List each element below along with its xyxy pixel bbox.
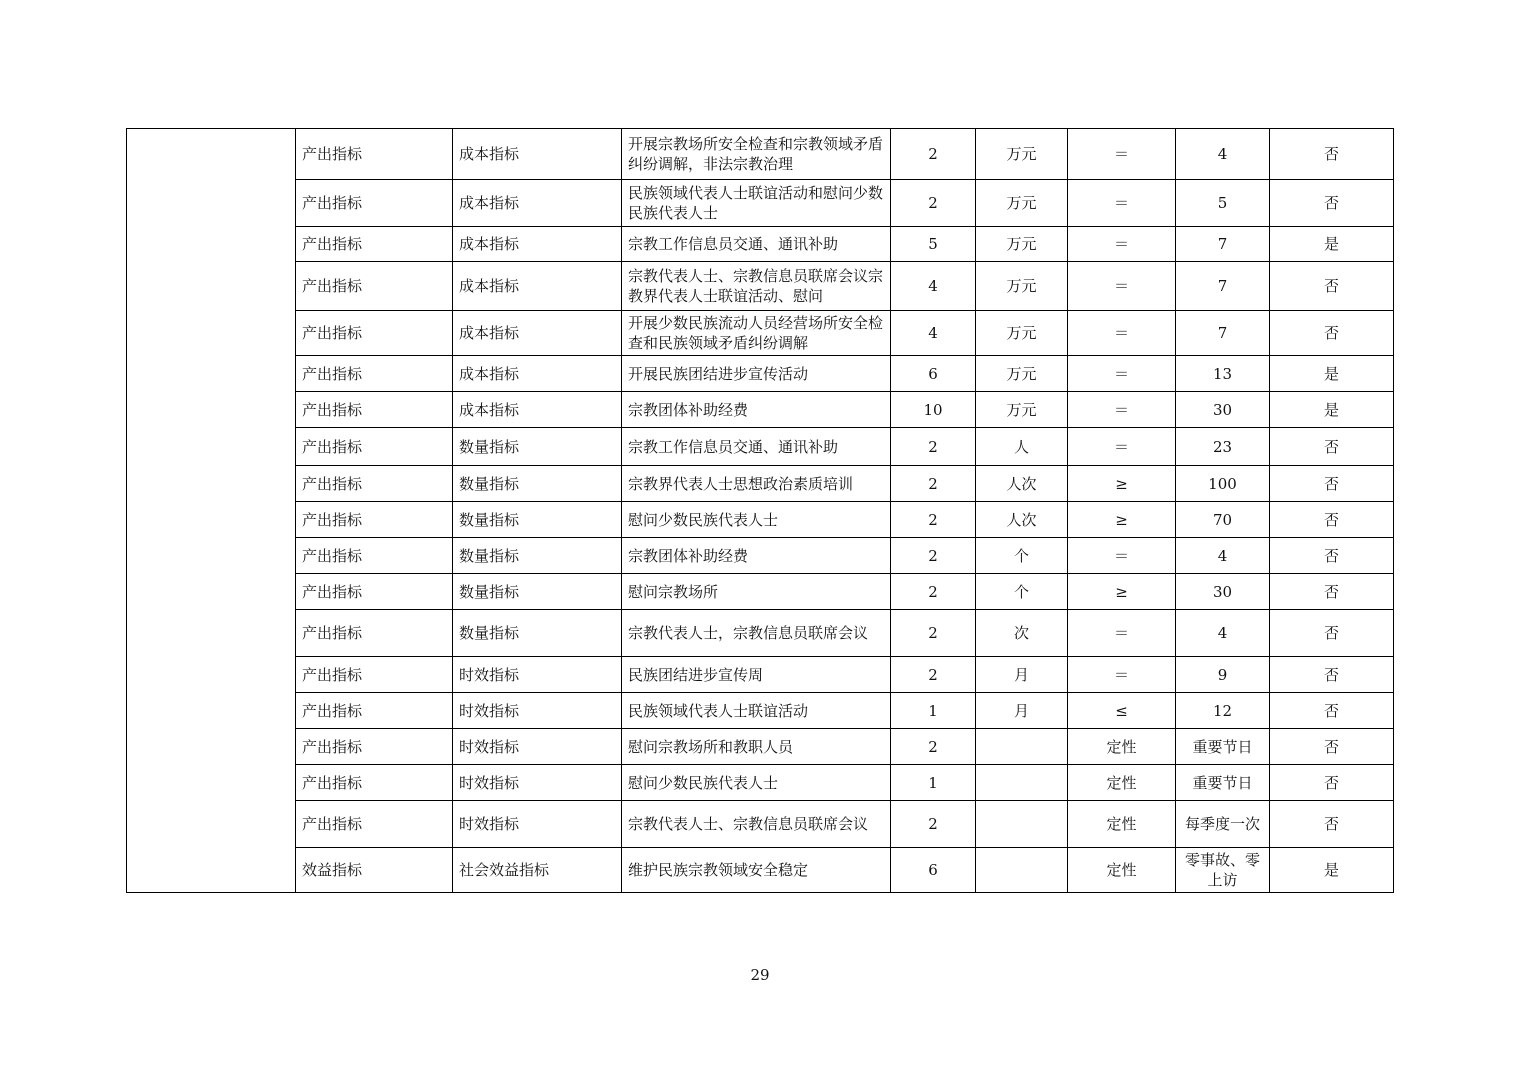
target-value-cell: 重要节日 xyxy=(1176,765,1270,801)
weight-cell: 6 xyxy=(891,356,976,392)
operator-cell: ＝ xyxy=(1068,356,1176,392)
table-row xyxy=(127,801,1394,848)
weight-cell: 2 xyxy=(891,657,976,693)
key-indicator-cell: 否 xyxy=(1270,538,1394,574)
weight-cell: 5 xyxy=(891,227,976,262)
table-row xyxy=(127,466,1394,502)
secondary-indicator-cell: 数量指标 xyxy=(453,538,622,574)
primary-indicator-cell: 产出指标 xyxy=(296,227,453,262)
weight-cell: 2 xyxy=(891,729,976,765)
weight-cell: 1 xyxy=(891,693,976,729)
table-row xyxy=(127,610,1394,657)
target-value-cell: 4 xyxy=(1176,610,1270,657)
indicator-name-cell: 宗教界代表人士思想政治素质培训 xyxy=(622,466,891,502)
primary-indicator-cell: 产出指标 xyxy=(296,129,453,180)
weight-cell: 2 xyxy=(891,610,976,657)
unit-cell: 万元 xyxy=(976,227,1068,262)
primary-indicator-cell: 产出指标 xyxy=(296,574,453,610)
unit-cell: 个 xyxy=(976,538,1068,574)
unit-cell: 月 xyxy=(976,693,1068,729)
primary-indicator-cell: 产出指标 xyxy=(296,262,453,311)
indicator-name-cell: 维护民族宗教领域安全稳定 xyxy=(622,848,891,893)
target-value-cell: 5 xyxy=(1176,180,1270,227)
weight-cell: 2 xyxy=(891,129,976,180)
primary-indicator-cell: 产出指标 xyxy=(296,693,453,729)
secondary-indicator-cell: 成本指标 xyxy=(453,311,622,356)
indicator-name-cell: 宗教工作信息员交通、通讯补助 xyxy=(622,428,891,466)
indicator-name-cell: 慰问少数民族代表人士 xyxy=(622,765,891,801)
secondary-indicator-cell: 成本指标 xyxy=(453,180,622,227)
primary-indicator-cell: 产出指标 xyxy=(296,610,453,657)
primary-indicator-cell: 产出指标 xyxy=(296,392,453,428)
unit-cell: 个 xyxy=(976,574,1068,610)
table-row xyxy=(127,129,1394,180)
target-value-cell: 23 xyxy=(1176,428,1270,466)
weight-cell: 2 xyxy=(891,574,976,610)
primary-indicator-cell: 产出指标 xyxy=(296,502,453,538)
unit-cell xyxy=(976,729,1068,765)
key-indicator-cell: 否 xyxy=(1270,311,1394,356)
target-value-cell: 9 xyxy=(1176,657,1270,693)
weight-cell: 2 xyxy=(891,502,976,538)
primary-indicator-cell: 产出指标 xyxy=(296,428,453,466)
primary-indicator-cell: 产出指标 xyxy=(296,657,453,693)
secondary-indicator-cell: 数量指标 xyxy=(453,466,622,502)
secondary-indicator-cell: 数量指标 xyxy=(453,502,622,538)
target-value-cell: 7 xyxy=(1176,311,1270,356)
table-row xyxy=(127,502,1394,538)
weight-cell: 2 xyxy=(891,801,976,848)
table-row xyxy=(127,729,1394,765)
primary-indicator-cell: 产出指标 xyxy=(296,311,453,356)
unit-cell: 万元 xyxy=(976,180,1068,227)
secondary-indicator-cell: 成本指标 xyxy=(453,356,622,392)
secondary-indicator-cell: 时效指标 xyxy=(453,729,622,765)
key-indicator-cell: 否 xyxy=(1270,180,1394,227)
table-row xyxy=(127,574,1394,610)
secondary-indicator-cell: 数量指标 xyxy=(453,610,622,657)
unit-cell: 万元 xyxy=(976,262,1068,311)
operator-cell: ＝ xyxy=(1068,311,1176,356)
table-row xyxy=(127,180,1394,227)
operator-cell: ＝ xyxy=(1068,392,1176,428)
secondary-indicator-cell: 成本指标 xyxy=(453,129,622,180)
secondary-indicator-cell: 数量指标 xyxy=(453,428,622,466)
table-row xyxy=(127,538,1394,574)
unit-cell: 万元 xyxy=(976,129,1068,180)
target-value-cell: 30 xyxy=(1176,574,1270,610)
target-value-cell: 每季度一次 xyxy=(1176,801,1270,848)
unit-cell: 人次 xyxy=(976,466,1068,502)
table-row xyxy=(127,848,1394,893)
indicator-name-cell: 开展宗教场所安全检查和宗教领域矛盾纠纷调解，非法宗教治理 xyxy=(622,129,891,180)
indicator-name-cell: 民族领域代表人士联谊活动 xyxy=(622,693,891,729)
secondary-indicator-cell: 时效指标 xyxy=(453,801,622,848)
operator-cell: 定性 xyxy=(1068,765,1176,801)
target-value-cell: 30 xyxy=(1176,392,1270,428)
key-indicator-cell: 是 xyxy=(1270,356,1394,392)
table-body xyxy=(127,129,1394,893)
indicator-name-cell: 宗教代表人士，宗教信息员联席会议 xyxy=(622,610,891,657)
key-indicator-cell: 否 xyxy=(1270,610,1394,657)
key-indicator-cell: 否 xyxy=(1270,262,1394,311)
indicator-name-cell: 宗教团体补助经费 xyxy=(622,392,891,428)
operator-cell: ＝ xyxy=(1068,180,1176,227)
secondary-indicator-cell: 时效指标 xyxy=(453,693,622,729)
operator-cell: ＝ xyxy=(1068,610,1176,657)
weight-cell: 2 xyxy=(891,428,976,466)
indicator-name-cell: 宗教团体补助经费 xyxy=(622,538,891,574)
unit-cell xyxy=(976,848,1068,893)
key-indicator-cell: 否 xyxy=(1270,765,1394,801)
indicator-name-cell: 民族领域代表人士联谊活动和慰问少数民族代表人士 xyxy=(622,180,891,227)
operator-cell: ≥ xyxy=(1068,574,1176,610)
indicator-name-cell: 宗教代表人士、宗教信息员联席会议宗教界代表人士联谊活动、慰问 xyxy=(622,262,891,311)
unit-cell: 万元 xyxy=(976,356,1068,392)
table-row xyxy=(127,262,1394,311)
secondary-indicator-cell: 时效指标 xyxy=(453,765,622,801)
target-value-cell: 7 xyxy=(1176,227,1270,262)
key-indicator-cell: 否 xyxy=(1270,428,1394,466)
weight-cell: 6 xyxy=(891,848,976,893)
page-number: 29 xyxy=(750,966,770,984)
target-value-cell: 零事故、零上访 xyxy=(1176,848,1270,893)
primary-indicator-cell: 产出指标 xyxy=(296,356,453,392)
project-cell xyxy=(127,129,296,893)
key-indicator-cell: 否 xyxy=(1270,693,1394,729)
operator-cell: ＝ xyxy=(1068,129,1176,180)
secondary-indicator-cell: 社会效益指标 xyxy=(453,848,622,893)
key-indicator-cell: 否 xyxy=(1270,574,1394,610)
secondary-indicator-cell: 成本指标 xyxy=(453,262,622,311)
key-indicator-cell: 是 xyxy=(1270,227,1394,262)
primary-indicator-cell: 产出指标 xyxy=(296,801,453,848)
indicator-name-cell: 宗教代表人士、宗教信息员联席会议 xyxy=(622,801,891,848)
unit-cell: 人次 xyxy=(976,502,1068,538)
target-value-cell: 100 xyxy=(1176,466,1270,502)
weight-cell: 2 xyxy=(891,180,976,227)
target-value-cell: 重要节日 xyxy=(1176,729,1270,765)
primary-indicator-cell: 产出指标 xyxy=(296,180,453,227)
weight-cell: 1 xyxy=(891,765,976,801)
secondary-indicator-cell: 成本指标 xyxy=(453,227,622,262)
table-row xyxy=(127,765,1394,801)
unit-cell xyxy=(976,765,1068,801)
weight-cell: 10 xyxy=(891,392,976,428)
unit-cell: 万元 xyxy=(976,311,1068,356)
indicator-name-cell: 慰问宗教场所 xyxy=(622,574,891,610)
key-indicator-cell: 否 xyxy=(1270,657,1394,693)
secondary-indicator-cell: 数量指标 xyxy=(453,574,622,610)
operator-cell: ≥ xyxy=(1068,502,1176,538)
primary-indicator-cell: 产出指标 xyxy=(296,466,453,502)
target-value-cell: 4 xyxy=(1176,538,1270,574)
indicator-name-cell: 开展少数民族流动人员经营场所安全检查和民族领域矛盾纠纷调解 xyxy=(622,311,891,356)
indicator-name-cell: 慰问宗教场所和教职人员 xyxy=(622,729,891,765)
weight-cell: 4 xyxy=(891,311,976,356)
key-indicator-cell: 否 xyxy=(1270,129,1394,180)
table-row xyxy=(127,428,1394,466)
operator-cell: ≥ xyxy=(1068,466,1176,502)
operator-cell: ＝ xyxy=(1068,657,1176,693)
indicator-name-cell: 民族团结进步宣传周 xyxy=(622,657,891,693)
primary-indicator-cell: 产出指标 xyxy=(296,765,453,801)
target-value-cell: 7 xyxy=(1176,262,1270,311)
key-indicator-cell: 否 xyxy=(1270,502,1394,538)
key-indicator-cell: 否 xyxy=(1270,466,1394,502)
weight-cell: 2 xyxy=(891,466,976,502)
unit-cell: 万元 xyxy=(976,392,1068,428)
primary-indicator-cell: 效益指标 xyxy=(296,848,453,893)
table-row xyxy=(127,311,1394,356)
indicator-name-cell: 宗教工作信息员交通、通讯补助 xyxy=(622,227,891,262)
unit-cell xyxy=(976,801,1068,848)
primary-indicator-cell: 产出指标 xyxy=(296,729,453,765)
operator-cell: ＝ xyxy=(1068,227,1176,262)
table-row xyxy=(127,392,1394,428)
key-indicator-cell: 否 xyxy=(1270,801,1394,848)
operator-cell: 定性 xyxy=(1068,801,1176,848)
secondary-indicator-cell: 时效指标 xyxy=(453,657,622,693)
operator-cell: 定性 xyxy=(1068,729,1176,765)
target-value-cell: 12 xyxy=(1176,693,1270,729)
operator-cell: ≤ xyxy=(1068,693,1176,729)
target-value-cell: 70 xyxy=(1176,502,1270,538)
unit-cell: 次 xyxy=(976,610,1068,657)
unit-cell: 人 xyxy=(976,428,1068,466)
indicator-name-cell: 开展民族团结进步宣传活动 xyxy=(622,356,891,392)
target-value-cell: 4 xyxy=(1176,129,1270,180)
operator-cell: ＝ xyxy=(1068,428,1176,466)
performance-indicator-table xyxy=(126,128,1394,893)
table-row xyxy=(127,693,1394,729)
weight-cell: 2 xyxy=(891,538,976,574)
target-value-cell: 13 xyxy=(1176,356,1270,392)
operator-cell: ＝ xyxy=(1068,538,1176,574)
operator-cell: 定性 xyxy=(1068,848,1176,893)
indicator-name-cell: 慰问少数民族代表人士 xyxy=(622,502,891,538)
weight-cell: 4 xyxy=(891,262,976,311)
unit-cell: 月 xyxy=(976,657,1068,693)
key-indicator-cell: 是 xyxy=(1270,392,1394,428)
table-row xyxy=(127,356,1394,392)
primary-indicator-cell: 产出指标 xyxy=(296,538,453,574)
key-indicator-cell: 否 xyxy=(1270,729,1394,765)
operator-cell: ＝ xyxy=(1068,262,1176,311)
table-row xyxy=(127,657,1394,693)
table-row xyxy=(127,227,1394,262)
secondary-indicator-cell: 成本指标 xyxy=(453,392,622,428)
key-indicator-cell: 是 xyxy=(1270,848,1394,893)
